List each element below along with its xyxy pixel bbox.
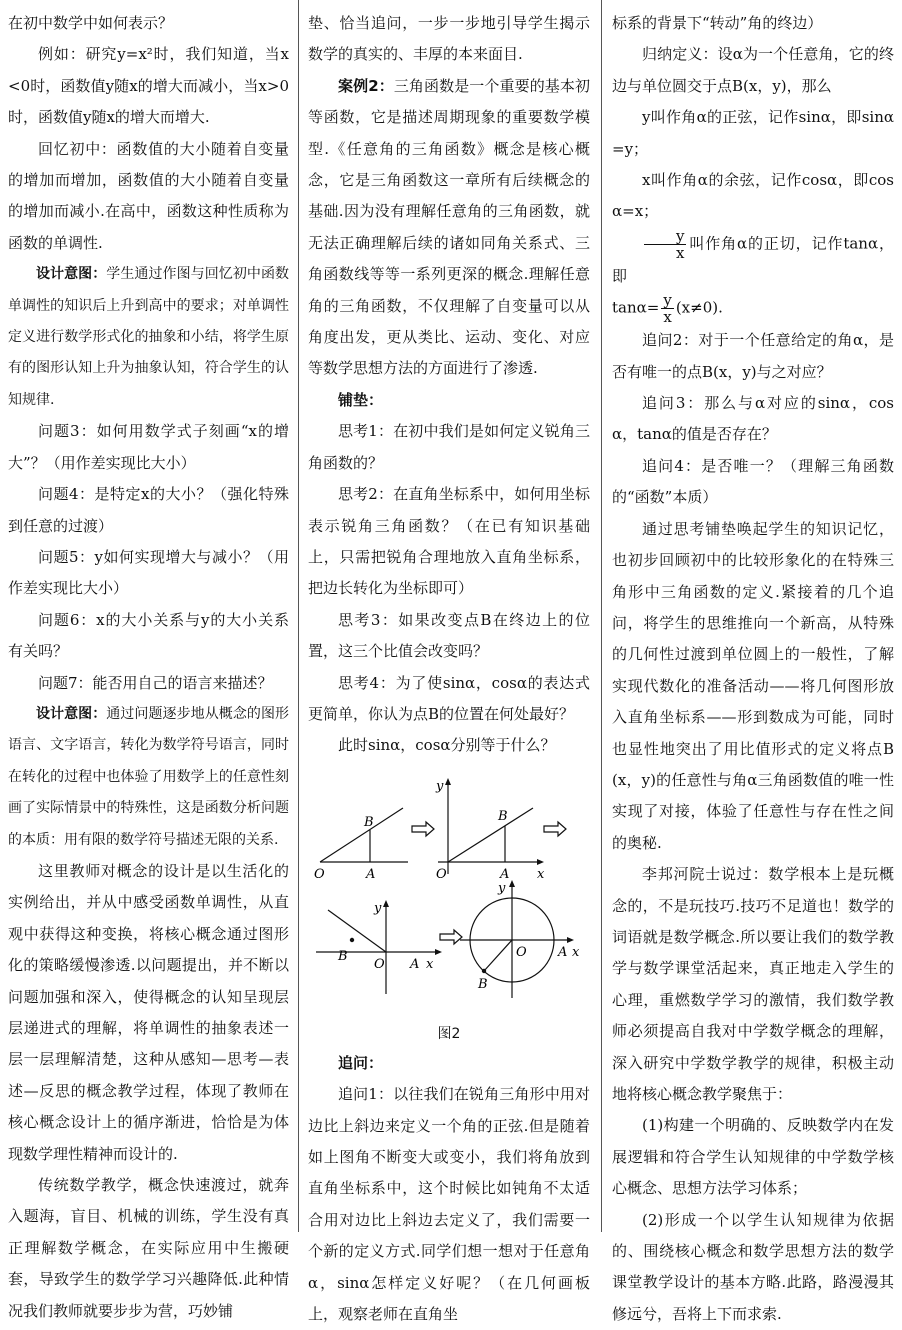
think-item: 思考2：在直角坐标系中，如何用坐标表示锐角三角函数？（在已有知识基础上，只需把锐角合理地放入直角坐标系，把边长转化为坐标即可） bbox=[308, 485, 590, 598]
label-B: B bbox=[364, 814, 374, 830]
definition: y叫作角α的正弦，记作sinα，即sinα=y； bbox=[612, 108, 894, 158]
paragraph: 传统数学教学，概念快速渡过，就奔入题海，盲目、机械的训练，学生没有真正理解数学概念，在实际应用中生搬硬套，导致学生的数学学习兴趣降低.此种情况我们教师就要步步为营，巧妙铺 bbox=[8, 1176, 289, 1320]
question: 问题4：是特定x的大小？（强化特殊到任意的过渡） bbox=[8, 485, 289, 535]
label-O: O bbox=[314, 866, 325, 882]
definition-text: 叫作角α的正切，记作tanα，即 bbox=[612, 234, 894, 285]
follow-up: 追问1：以往我们在锐角三角形中用对边比上斜边来定义一个角的正弦.但是随着如上图角不断变大或变小，我们将角放到直角坐标系中，这个时候比如钝角不太适合用对边比上斜边去定义了，我们需要一个新的定义方式.同学们想一想对于任意角α，sinα怎样定义好呢？（在几何画板上，观察老师在直角坐 bbox=[308, 1085, 590, 1323]
case-text: 三角函数是一个重要的基本初等函数，它是描述周期现象的重要数学模型.《任意角的三角函数》概念是核心概念，它是三角函数这一章所有后续概念的基础.因为没有理解任意角的三角函数，就无法正确理解后续的诸如同角关系式、三角函数线等等一系列更深的概念.理解任意角的三角函数，不仅理解了自变量可以从角度出发，更从类比、运动、变化、对应等数学思想方法的方面进行了渗透. bbox=[308, 76, 590, 378]
follow-up: 追问2：对于一个任意给定的角α，是否有唯一的点B(x，y)与之对应？ bbox=[612, 331, 894, 381]
label-y: y bbox=[374, 900, 382, 916]
label-B: B bbox=[498, 808, 508, 824]
fraction bbox=[644, 228, 686, 261]
definition-tan bbox=[612, 228, 894, 292]
case-paragraph bbox=[308, 71, 590, 385]
case-label: 案例2： bbox=[338, 76, 394, 95]
pave-label: 铺垫： bbox=[338, 390, 384, 409]
fraction-denominator: x bbox=[663, 308, 672, 327]
formula-tail: (x≠0). bbox=[675, 298, 723, 317]
paragraph: 李邦河院士说过：数学根本上是玩概念的，不是玩技巧.技巧不足道也！数学的词语就是数学概念.所以要让我们的数学教学与数学课堂活起来，真正地走入学生的心理，重燃数学学习的激情，我们数学教师必须提高自我对中学数学概念的理解，深入研究中学数学教学的规律，积极主动地将核心概念教学聚焦于： bbox=[612, 865, 894, 1103]
label-O: O bbox=[374, 956, 385, 972]
question: 问题5：y如何实现增大与减小？（用作差实现比大小） bbox=[8, 547, 289, 598]
label-x: x bbox=[572, 944, 580, 960]
paragraph: 回忆初中：函数值的大小随着自变量的增加而增加，函数值的大小随着自变量的增加而减小.在高中，函数这种性质称为函数的单调性. bbox=[8, 139, 289, 252]
think-item: 思考3：如果改变点B在终边上的位置，这三个比值会改变吗？ bbox=[308, 610, 590, 661]
section-heading bbox=[308, 1048, 590, 1079]
design-intent bbox=[8, 259, 289, 416]
design-intent-text: 学生通过作图与回忆初中函数单调性的知识后上升到高中的要求；对单调性定义进行数学形式化的抽象和小结，将学生原有的图形认知上升为抽象认知，符合学生的认知规律. bbox=[8, 266, 290, 408]
paragraph: 通过思考铺垫唤起学生的知识记忆，也初步回顾初中的比较形象化的在特殊三角形中三角函数的定义.紧接着的几个追问，将学生的思维推向一个新高，从特殊的几何性过渡到单位圆上的一般性，了解实现代数化的准备活动——将几何图形放入直角坐标系——形到数成为可能，同时也显性地突出了用比值形式的定义将点B(x，y)的任意性与角α三角函数值的唯一性实现了对接，体验了任意性与存在性之间的奥秘. bbox=[612, 519, 894, 852]
design-intent-label: 设计意图： bbox=[36, 705, 107, 722]
label-A: A bbox=[366, 866, 376, 882]
paragraph: 垫、恰当追问，一步一步地引导学生揭示数学的真实的、丰厚的本来面目. bbox=[308, 14, 590, 64]
label-x: x bbox=[426, 956, 434, 972]
label-B: B bbox=[478, 976, 488, 992]
design-intent bbox=[8, 699, 289, 856]
think-item: 此时sinα，cosα分别等于什么？ bbox=[338, 736, 556, 755]
figure-2 bbox=[308, 762, 590, 1020]
label-A: A bbox=[500, 866, 510, 882]
label-y: y bbox=[498, 880, 506, 896]
ask-label: 追问： bbox=[338, 1053, 384, 1072]
section-heading bbox=[308, 385, 590, 416]
label-x: x bbox=[537, 866, 545, 882]
list-item: (2)形成一个以学生认知规律为依据的、围绕核心概念和数学思想方法的数学课堂教学设计的基本方略.此路，路漫漫其修远兮，吾将上下而求索. bbox=[612, 1210, 894, 1323]
question: 问题3：如何用数学式子刻画“x的增大”？（用作差实现比大小） bbox=[8, 422, 289, 472]
think-item: 思考1：在初中我们是如何定义锐角三角函数的？ bbox=[308, 422, 590, 472]
design-intent-text: 通过问题逐步地从概念的图形语言、文字语言，转化为数学符号语言，同时在转化的过程中也体验了用数学上的任意性刻画了实际情景中的特殊性，这是函数分析问题的本质：用有限的数学符号描述无限的关系. bbox=[8, 705, 290, 848]
fraction bbox=[661, 292, 673, 325]
tan-formula bbox=[612, 292, 894, 325]
label-O: O bbox=[436, 866, 447, 882]
column-middle bbox=[308, 8, 590, 1330]
label-A: A bbox=[410, 956, 420, 972]
column-divider bbox=[601, 0, 602, 1232]
think-item: 思考4：为了使sinα，cosα的表达式更简单，你认为点B的位置在何处最好？ bbox=[308, 673, 590, 723]
figure-caption: 图2 bbox=[437, 1025, 461, 1042]
column-left bbox=[8, 8, 289, 1327]
design-intent-label: 设计意图： bbox=[36, 266, 107, 283]
question: 问题6：x的大小关系与y的大小关系有关吗？ bbox=[8, 610, 289, 661]
fraction-numerator: y bbox=[663, 291, 672, 310]
follow-up: 追问3：那么与α对应的sinα，cosα，tanα的值是否存在？ bbox=[612, 394, 894, 444]
fraction-denominator: x bbox=[676, 243, 685, 262]
formula-head: tanα= bbox=[612, 298, 660, 317]
question: 问题7：能否用自己的语言来描述？ bbox=[38, 673, 273, 692]
follow-up: 追问4：是否唯一？（理解三角函数的“函数”本质） bbox=[612, 456, 894, 507]
column-right bbox=[612, 8, 894, 1330]
label-O: O bbox=[516, 944, 527, 960]
paragraph: 例如：研究y=x²时，我们知道，当x<0时，函数值y随x的增大而减小，当x>0时，函数值y随x的增大而增大. bbox=[8, 45, 289, 127]
label-y: y bbox=[436, 778, 444, 794]
paragraph: 标系的背景下“转动”角的终边） bbox=[612, 14, 823, 32]
label-B: B bbox=[338, 948, 348, 964]
column-divider bbox=[298, 0, 299, 1232]
definition: x叫作角α的余弦，记作cosα，即cosα=x； bbox=[612, 171, 894, 221]
label-A: A bbox=[558, 944, 568, 960]
fraction-numerator: y bbox=[644, 228, 686, 245]
paragraph: 归纳定义：设α为一个任意角，它的终边与单位圆交于点B(x，y)，那么 bbox=[612, 45, 894, 95]
paragraph: 这里教师对概念的设计是以生活化的实例给出，并从中感受函数单调性，从直观中获得这种变换，将核心概念通过图形化的策略缓慢渗透.以问题提出，并不断以问题加强和深入，使得概念的认知呈现层层递进式的理解，将单调性的抽象表述一层一层理解清楚，这种从感知—思考—表述—反思的概念教学过程，体现了教师在核心概念设计上的循序渐进，恰恰是为体现数学理性精神而设计的. bbox=[8, 861, 289, 1163]
paragraph: 在初中数学中如何表示？ bbox=[8, 14, 174, 32]
list-item: (1)构建一个明确的、反映数学内在发展逻辑和符合学生认知规律的中学数学核心概念、思想方法学习体系； bbox=[612, 1116, 894, 1198]
